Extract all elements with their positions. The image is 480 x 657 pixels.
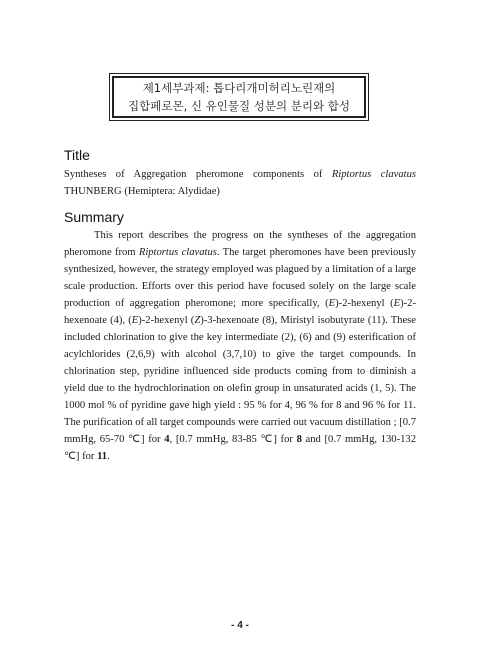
- summary-bold-4: 4: [164, 434, 170, 445]
- summary-seg-5: )-2-hexenyl (: [138, 315, 195, 326]
- summary-e-3: E: [131, 315, 139, 326]
- title-heading: Title: [64, 147, 90, 163]
- summary-heading: Summary: [64, 209, 124, 225]
- summary-e-2: E: [393, 298, 401, 309]
- summary-seg-6: )-3-hexenoate (8), Miristyl isobutyrate (11). These included chlorination to give the key intermediate (2), (6) and (9) esterification of acylchlorides (2,6,9) with alcohol (3,7,10) to give the target compounds. In chlorination step, pyridine influenced side products coming from to diminish a yield due to the hydrochlorination on olefin group in unsaturated acids (1, 5). The 1000 mol % of pyridine gave high yield : 95 % for 4, 96 % for 8 and 96 % for 11. The purification of all target compounds were carried out vacuum distillation ; [0.7 mmHg, 65-70 ℃] for: [64, 315, 417, 445]
- page-number: - 4 -: [231, 620, 249, 631]
- project-title-box: [112, 76, 366, 118]
- summary-seg-3: )-2-hexenyl (: [335, 298, 394, 309]
- title-species: Riptortus clavatus: [331, 169, 416, 180]
- title-text-post: THUNBERG (Hemiptera: Alydidae): [64, 186, 220, 197]
- summary-text: [64, 227, 416, 465]
- project-title-line-2: 집합페로몬, 신 유인물질 성분의 분리와 합성: [128, 99, 350, 113]
- title-text: [64, 166, 416, 200]
- summary-seg-7: , [0.7 mmHg, 83-85 ℃] for: [169, 434, 297, 445]
- summary-e-1: E: [328, 298, 336, 309]
- summary-bold-8: 8: [296, 434, 302, 445]
- summary-species: Riptortus clavatus: [138, 247, 217, 258]
- summary-z-1: Z: [194, 315, 201, 326]
- summary-bold-11: 11: [97, 451, 108, 462]
- summary-seg-4: )-2-hexenoate (4), (: [64, 298, 416, 326]
- summary-seg-9: .: [107, 451, 110, 462]
- summary-seg-2: . The target pheromones have been previously synthesized, however, the strategy employed was plagued by a limitation of a large scale production. Efforts over this period have focused solely on the large scale production of aggregation pheromone; more specifically, (: [64, 247, 417, 309]
- title-text-pre: Syntheses of Aggregation pheromone components of: [64, 169, 332, 180]
- project-title-line-1: 제1세부과제: 톱다리개미허리노린재의: [142, 81, 336, 95]
- summary-seg-1: This report describes the progress on the syntheses of the aggregation pheromone from: [64, 230, 416, 258]
- summary-seg-8: and [0.7 mmHg, 130-132 ℃] for: [64, 434, 416, 462]
